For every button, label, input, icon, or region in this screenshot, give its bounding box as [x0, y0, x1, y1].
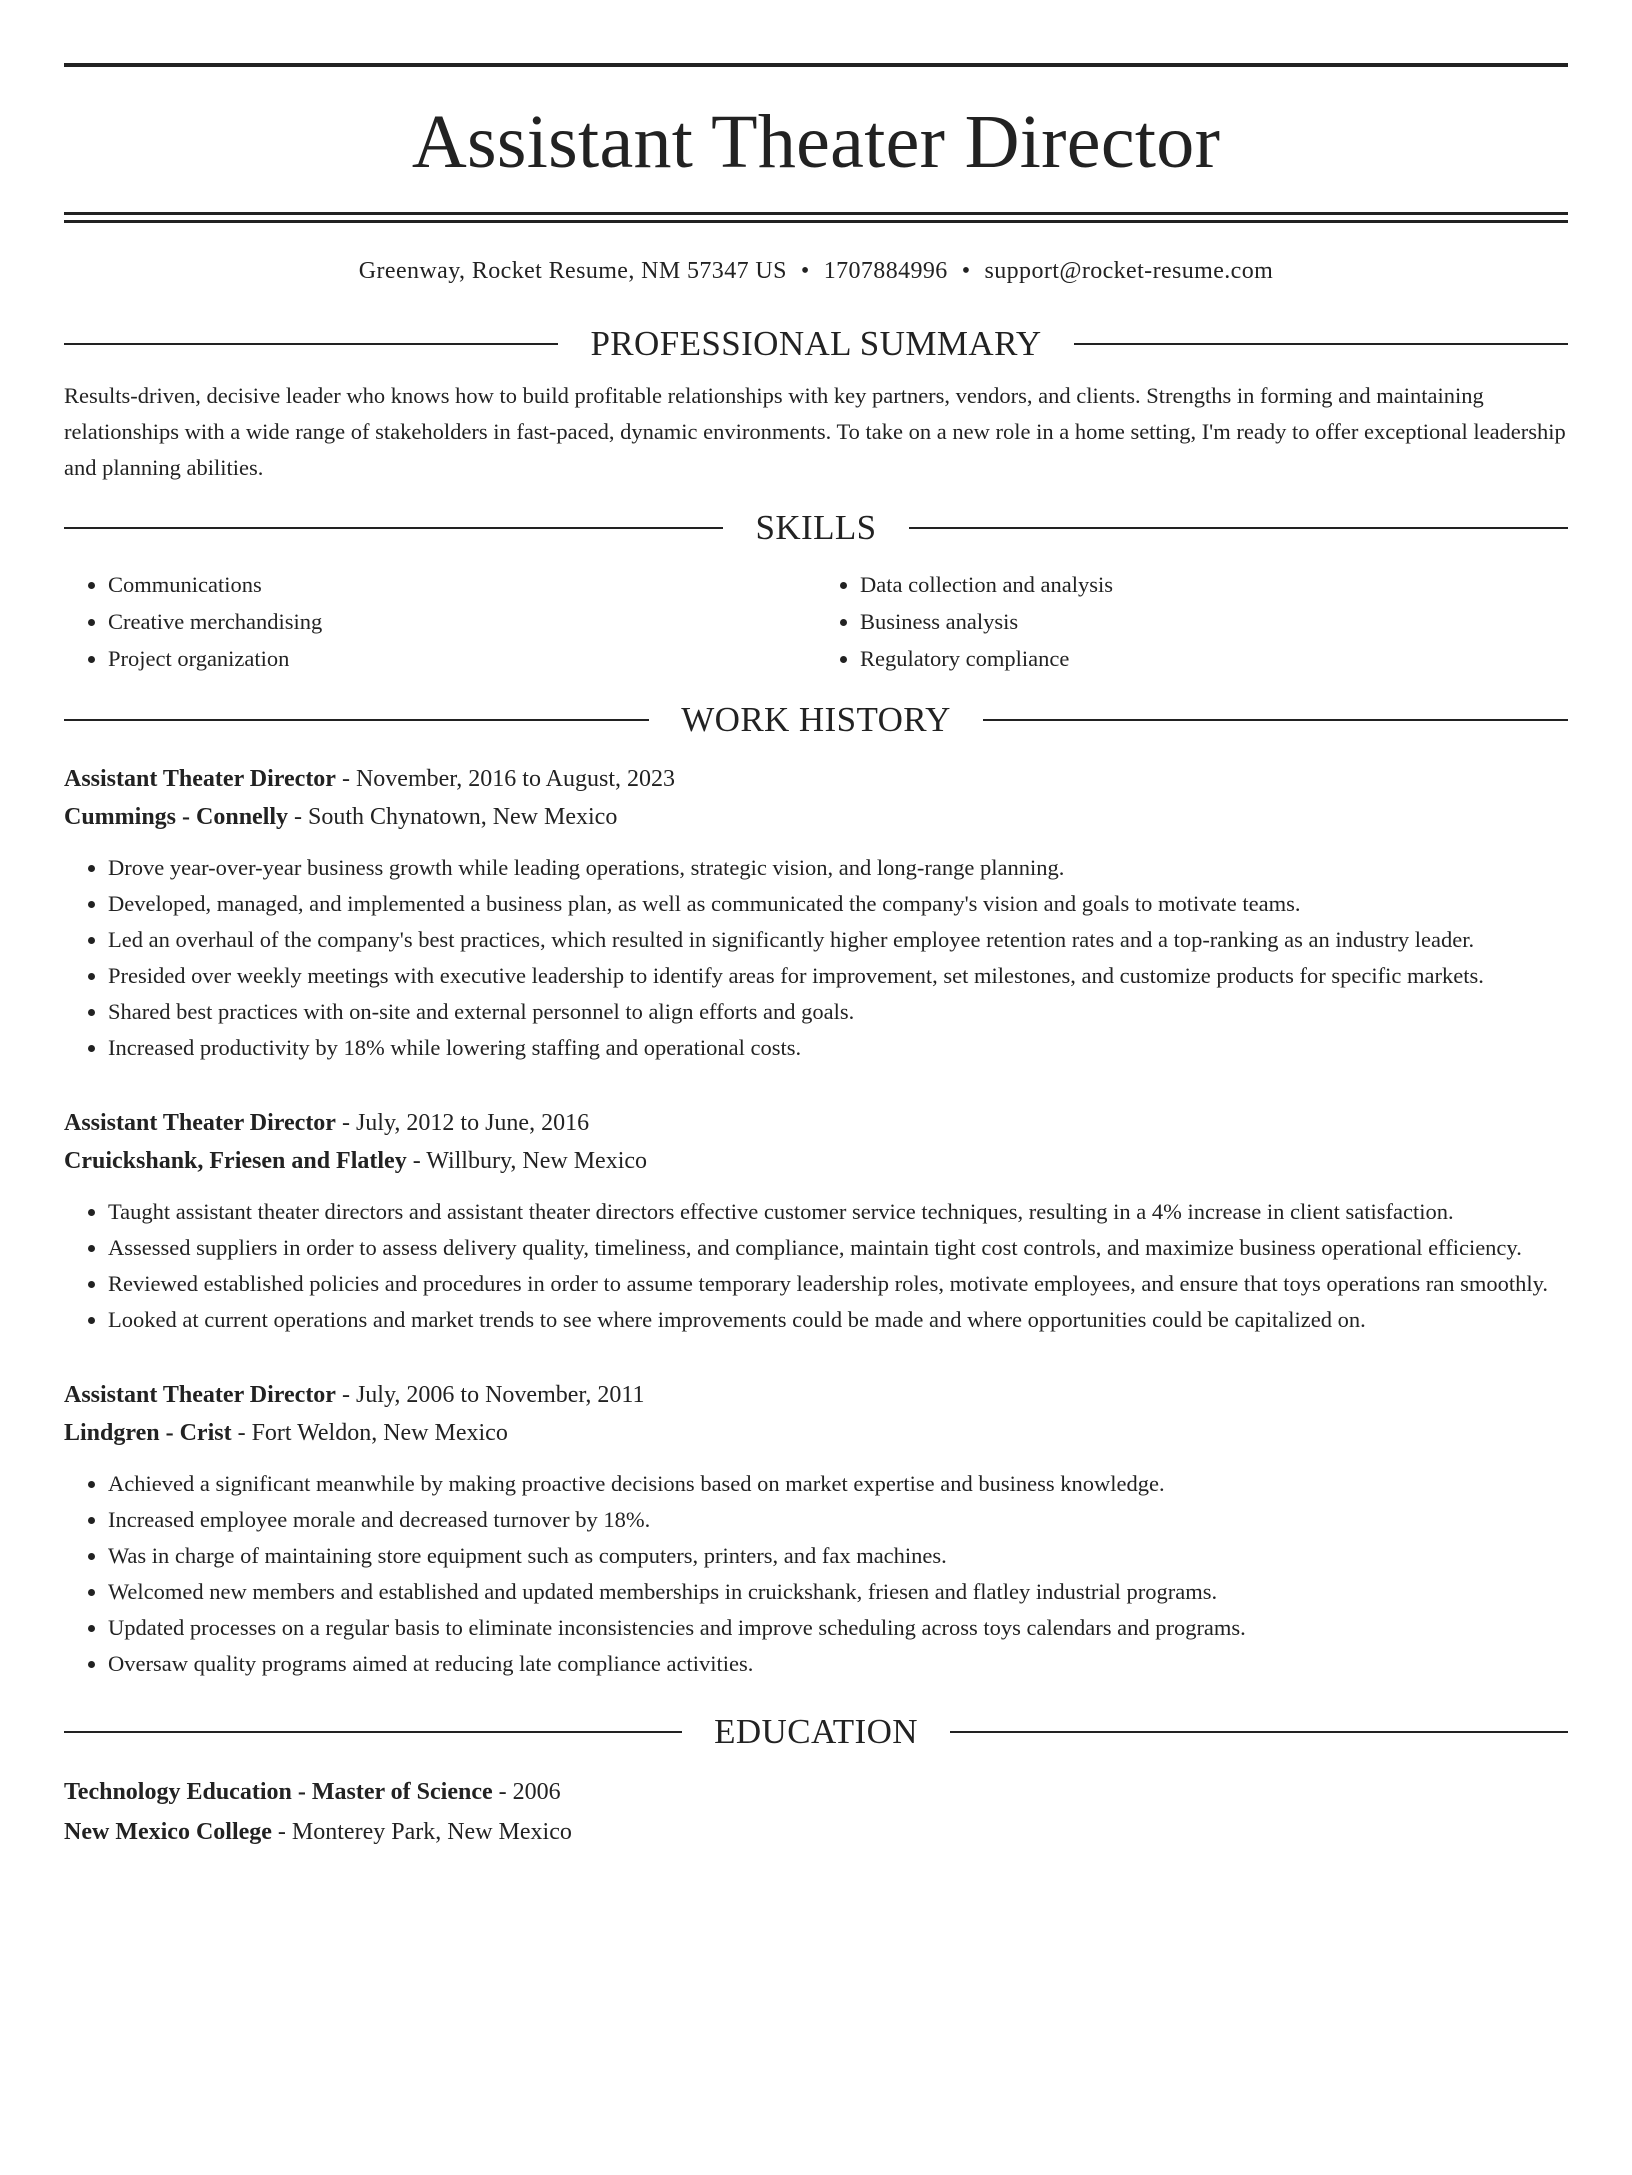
- job-company: Cruickshank, Friesen and Flatley: [64, 1148, 407, 1174]
- resume-title: Assistant Theater Director: [411, 100, 1221, 184]
- job-title: Assistant Theater Director: [64, 1382, 336, 1408]
- work-history-heading: [64, 698, 1568, 742]
- education-degree-line: [64, 1772, 1568, 1812]
- job-bullets: [64, 850, 1568, 1066]
- skill-item: • Business analysis: [860, 603, 1568, 640]
- job-location: - Fort Weldon, New Mexico: [231, 1420, 508, 1446]
- job-bullet: • Drove year-over-year business growth while leading operations, strategic vision, and long-range planning.: [108, 850, 1568, 886]
- job-company: Lindgren - Crist: [64, 1420, 232, 1446]
- job-entry: [64, 1376, 1568, 1682]
- job-bullets: [64, 1194, 1568, 1338]
- skill-item: • Regulatory compliance: [860, 640, 1568, 677]
- skill-item: • Communications: [108, 566, 816, 603]
- education-heading: [64, 1710, 1568, 1754]
- job-title-line: [64, 1376, 1568, 1414]
- job-location: - South Chynatown, New Mexico: [288, 804, 618, 830]
- job-location: - Willbury, New Mexico: [406, 1148, 648, 1174]
- contact-email: support@rocket-resume.com: [984, 258, 1274, 284]
- job-bullet: • Assessed suppliers in order to assess delivery quality, timeliness, and compliance, maintain tight cost controls, and maximize business operational efficiency.: [108, 1230, 1568, 1266]
- education-degree: Technology Education - Master of Science: [64, 1779, 493, 1805]
- contact-phone: 1707884996: [823, 258, 948, 284]
- skills-list: [64, 566, 1568, 677]
- skills-column-left: [64, 566, 816, 677]
- skill-item: • Creative merchandising: [108, 603, 816, 640]
- education-heading-label: EDUCATION: [714, 1712, 918, 1751]
- job-bullet: • Developed, managed, and implemented a business plan, as well as communicated the company's vision and goals to motivate teams.: [108, 886, 1568, 922]
- education-year: - 2006: [492, 1779, 561, 1805]
- work-history-heading-label: WORK HISTORY: [681, 700, 951, 739]
- job-bullet: • Updated processes on a regular basis to eliminate inconsistencies and improve scheduling across toys calendars and programs.: [108, 1610, 1568, 1646]
- summary-heading: [64, 322, 1568, 366]
- contact-separator: •: [961, 258, 971, 284]
- education-entry: [64, 1772, 1568, 1852]
- skill-item: • Data collection and analysis: [860, 566, 1568, 603]
- resume-page: [0, 63, 1632, 2175]
- education-school-line: [64, 1812, 1568, 1852]
- job-bullet: • Reviewed established policies and procedures in order to assume temporary leadership roles, motivate employees, and ensure that toys operations ran smoothly.: [108, 1266, 1568, 1302]
- education-location: - Monterey Park, New Mexico: [271, 1819, 572, 1845]
- skill-item: • Project organization: [108, 640, 816, 677]
- job-dates: - July, 2012 to June, 2016: [335, 1110, 590, 1136]
- job-bullet: • Welcomed new members and established and updated memberships in cruickshank, friesen and flatley industrial programs.: [108, 1574, 1568, 1610]
- job-title-line: [64, 760, 1568, 798]
- job-title: Assistant Theater Director: [64, 1110, 336, 1136]
- job-company-line: [64, 1142, 1568, 1180]
- job-title: Assistant Theater Director: [64, 766, 336, 792]
- contact-separator: •: [800, 258, 810, 284]
- job-dates: - July, 2006 to November, 2011: [335, 1382, 645, 1408]
- contact-line: [64, 256, 1568, 286]
- summary-heading-label: PROFESSIONAL SUMMARY: [590, 324, 1042, 363]
- title-double-rule: [64, 212, 1568, 223]
- skills-heading-label: SKILLS: [755, 508, 877, 547]
- job-bullets: [64, 1466, 1568, 1682]
- job-company-line: [64, 1414, 1568, 1452]
- job-bullet: • Oversaw quality programs aimed at reducing late compliance activities.: [108, 1646, 1568, 1682]
- job-company-line: [64, 798, 1568, 836]
- job-bullet: • Presided over weekly meetings with executive leadership to identify areas for improvement, set milestones, and customize products for specific markets.: [108, 958, 1568, 994]
- contact-address: Greenway, Rocket Resume, NM 57347 US: [358, 258, 787, 284]
- job-title-line: [64, 1104, 1568, 1142]
- top-rule: [64, 63, 1568, 67]
- job-bullet: • Led an overhaul of the company's best practices, which resulted in significantly higher employee retention rates and a top-ranking as an industry leader.: [108, 922, 1568, 958]
- summary-text: Results-driven, decisive leader who knows how to build profitable relationships with key partners, vendors, and clients. Strengths in forming and maintaining relationships with a wide range of stakeholders in fast-paced, dynamic environments. To take on a new role in a home setting, I'm ready to offer exceptional leadership and planning abilities.: [64, 383, 1566, 480]
- job-bullet: • Taught assistant theater directors and assistant theater directors effective customer service techniques, resulting in a 4% increase in client satisfaction.: [108, 1194, 1568, 1230]
- job-bullet: • Increased employee morale and decreased turnover by 18%.: [108, 1502, 1568, 1538]
- skills-heading: [64, 506, 1568, 550]
- job-bullet: • Was in charge of maintaining store equipment such as computers, printers, and fax machines.: [108, 1538, 1568, 1574]
- education-school: New Mexico College: [64, 1819, 272, 1845]
- job-bullet: • Increased productivity by 18% while lowering staffing and operational costs.: [108, 1030, 1568, 1066]
- job-company: Cummings - Connelly: [64, 804, 289, 830]
- job-bullet: • Looked at current operations and market trends to see where improvements could be made and where opportunities could be capitalized on.: [108, 1302, 1568, 1338]
- job-dates: - November, 2016 to August, 2023: [335, 766, 675, 792]
- job-entry: [64, 760, 1568, 1066]
- job-entry: [64, 1104, 1568, 1338]
- job-bullet: • Shared best practices with on-site and external personnel to align efforts and goals.: [108, 994, 1568, 1030]
- job-bullet: • Achieved a significant meanwhile by making proactive decisions based on market expertise and business knowledge.: [108, 1466, 1568, 1502]
- skills-column-right: [816, 566, 1568, 677]
